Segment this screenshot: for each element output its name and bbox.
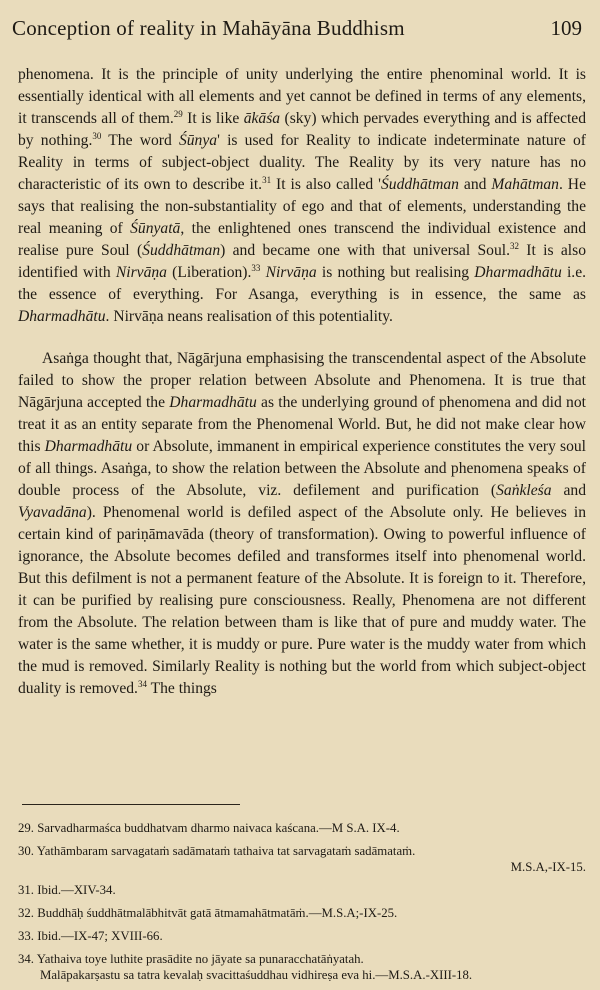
text-run: It is like xyxy=(182,110,244,127)
running-title: Conception of reality in Mahāyāna Buddhism xyxy=(12,16,405,40)
text-run: phenomena. It is the principle of unity underlying the entire phenominal world. It is essentially identical with all elements and yet cannot be defined in terms of any elements, it transcends all of them. xyxy=(18,66,586,127)
italic-term: ākāśa xyxy=(243,110,281,127)
text-run: . He says that realising the non-substantiality of ego and that of elements, understanding the real meaning of xyxy=(18,176,586,237)
footnote-ref: 31 xyxy=(262,174,272,185)
text-run: i.e. the essence of everything. For Asanga, everything is in essence, the same as xyxy=(18,264,587,303)
footnote-ref: 34 xyxy=(137,678,147,689)
footnotes xyxy=(18,820,586,990)
footnote-ref: 33 xyxy=(251,262,261,273)
footnote-29 xyxy=(18,820,586,836)
italic-term: Dharmadhātu xyxy=(169,394,257,411)
text-run: ' is used for Reality to indicate indeterminate nature of Reality in terms of subject-object duality. The Reality by its very nature has no characteristic of its own to describe it. xyxy=(18,132,586,193)
text-run: is nothing but realising xyxy=(316,264,475,281)
footnote-33 xyxy=(18,928,586,944)
footnote-ref: 32 xyxy=(509,240,519,251)
paragraph-1 xyxy=(18,64,586,328)
text-run: It is also called ' xyxy=(271,176,381,193)
text-run: The things xyxy=(146,680,217,697)
italic-term: Dharmadhātu xyxy=(18,308,106,325)
footnote-number: 29. xyxy=(18,821,34,835)
text-run: as the underlying ground of phenomena and did not treat it as an entity separate from the Phenomenal World. But, he did not make clear how this xyxy=(18,394,586,455)
body-text xyxy=(18,64,586,700)
text-run: It is also identified with xyxy=(18,242,586,281)
italic-term: Śuddhātman xyxy=(380,176,459,193)
italic-term: Dharmadhātu xyxy=(44,438,133,455)
text-run: ) and became one with that universal Soul. xyxy=(220,242,510,259)
footnote-text: Yathaiva toye luthite prasādite no jāyate sa punaracchatāṅyatah. xyxy=(36,952,364,966)
page-header xyxy=(12,16,582,48)
footnote-number: 30. xyxy=(18,844,34,858)
italic-term: Nirvāṇa xyxy=(265,264,317,281)
footnote-text: M.S.A,-IX-15. xyxy=(510,860,586,874)
text-run: , the enlightened ones transcend the individual existence and realise pure Soul ( xyxy=(18,220,586,259)
footnote-31 xyxy=(18,882,586,898)
footnote-text: Buddhāḥ śuddhātmalābhitvāt gatā ātmamahātmatāṁ.—M.S.A;-IX-25. xyxy=(37,906,398,920)
italic-term: Mahātman xyxy=(491,176,559,193)
footnote-ref: 29 xyxy=(173,108,183,119)
italic-term: Nirvāṇa xyxy=(115,264,167,281)
text-run: Asaṅga thought that, Nāgārjuna emphasising the transcendental aspect of the Absolute failed to show the proper relation between Absolute and Phenomena. It is true that Nāgārjuna accepted the xyxy=(18,350,586,411)
footnote-text: Ibid.—XIV-34. xyxy=(37,883,116,897)
text-run: ). Phenomenal world is defiled aspect of the Absolute only. He believes in certain kind of pariṇāmavāda (theory of transformation). Owing to powerful influence of ignorance, the Absolute becomes defiled and transformes itself into phenomenal world. But this defilment is not a permanent feature of the Absolute. It is foreign to it. Therefore, it can be purified by realising pure consciousness. Really, Phenomena are not different from the Absolute. The relation between tham is like that of pure and muddy water. The water is the same whether, it is muddy or pure. Pure water is the muddy water from which the mud is removed. Similarly Reality is nothing but the world from which subject-object duality is removed. xyxy=(18,504,586,697)
footnote-30 xyxy=(18,843,586,875)
footnote-divider xyxy=(22,804,240,805)
text-run: or Absolute, immanent in empirical experience constitutes the very soul of all things. Asaṅga, to show the relation between the Absolute and phenomena speaks of double process of the Absolute, viz. defilement and purification ( xyxy=(18,438,586,499)
italic-term: Saṅkleśa xyxy=(496,482,552,499)
footnote-text: Sarvadharmaśca buddhatvam dharmo naivaca kaścana.—M S.A. IX-4. xyxy=(37,821,400,835)
page-number: 109 xyxy=(550,16,582,40)
footnote-text: Ibid.—IX-47; XVIII-66. xyxy=(37,929,163,943)
text-run: The word xyxy=(101,132,179,149)
text-run: (Liberation). xyxy=(166,264,252,281)
paragraph-2 xyxy=(18,348,586,700)
footnote-ref: 30 xyxy=(92,130,102,141)
text-run: (sky) which pervades everything and is affected by nothing. xyxy=(18,110,587,149)
footnote-number: 33. xyxy=(18,929,34,943)
footnote-32 xyxy=(18,905,586,921)
footnote-text: Malāpakarṣastu sa tatra kevalaḥ svacittaśuddhau vidhireṣa eva hi.—M.S.A.-XIII-18. xyxy=(40,968,473,982)
italic-term: Śūnyatā xyxy=(130,220,181,237)
text-run: . Nirvāṇa neans realisation of this potentiality. xyxy=(105,308,393,325)
italic-term: Śuddhātman xyxy=(142,242,221,259)
footnote-34 xyxy=(18,951,586,983)
footnote-number: 31. xyxy=(18,883,34,897)
italic-term: Dharmadhātu xyxy=(474,264,562,281)
italic-term: Śūnya xyxy=(178,132,218,149)
footnote-text: Yathāmbaram sarvagataṁ sadāmataṁ tathaiva tat sarvagataṁ sadāmataṁ. xyxy=(36,844,416,858)
italic-term: Vyavadāna xyxy=(18,504,87,521)
text-run: and xyxy=(458,176,492,193)
text-run: and xyxy=(551,482,586,499)
footnote-number: 32. xyxy=(18,906,34,920)
footnote-number: 34. xyxy=(18,952,34,966)
